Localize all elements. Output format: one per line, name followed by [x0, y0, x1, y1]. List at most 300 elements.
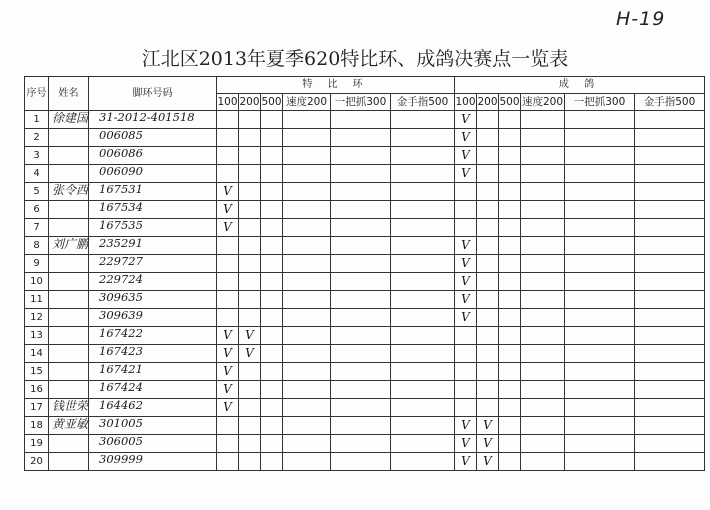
header-seq: 序号	[25, 77, 49, 111]
ring-number-text: 306005	[99, 434, 143, 448]
entry-mark-adult-text: V	[461, 274, 470, 288]
entry-mark-adult	[565, 399, 635, 417]
row-number: 13	[25, 327, 49, 345]
ring-number-text: 301005	[99, 416, 143, 430]
ring-number	[89, 255, 217, 273]
row-number: 2	[25, 129, 49, 147]
ring-number-text: 006086	[99, 146, 143, 160]
header-event: 一把抓300	[565, 94, 635, 111]
entry-mark-adult	[499, 417, 521, 435]
entry-mark-special	[217, 291, 239, 309]
ring-number	[89, 363, 217, 381]
entry-mark-adult	[477, 435, 499, 453]
entry-mark-adult-text: V	[461, 436, 470, 450]
entry-mark-special	[283, 381, 331, 399]
entry-mark-special	[391, 453, 455, 471]
entry-mark-adult	[565, 363, 635, 381]
entry-mark-special	[283, 309, 331, 327]
table-row	[25, 381, 705, 399]
ring-number	[89, 435, 217, 453]
entry-mark-special	[391, 327, 455, 345]
entry-mark-adult-text: V	[461, 418, 470, 432]
entry-mark-special	[261, 255, 283, 273]
entry-mark-special-text: V	[223, 382, 232, 396]
table-row	[25, 219, 705, 237]
entry-mark-special	[331, 165, 391, 183]
entry-mark-special	[261, 435, 283, 453]
entry-mark-adult	[455, 327, 477, 345]
row-number: 4	[25, 165, 49, 183]
owner-name-text: 张令西	[52, 183, 89, 197]
owner-name-text: 徐建国	[52, 111, 89, 125]
entry-mark-adult	[521, 273, 565, 291]
entry-mark-special	[391, 381, 455, 399]
entry-mark-adult	[455, 237, 477, 255]
ring-number-text: 309999	[99, 452, 143, 466]
entry-mark-adult	[455, 345, 477, 363]
owner-name	[49, 219, 89, 237]
entry-mark-adult	[635, 417, 705, 435]
entry-mark-special	[217, 129, 239, 147]
entry-mark-adult	[635, 291, 705, 309]
entry-mark-adult	[565, 201, 635, 219]
entry-mark-special-text: V	[223, 328, 232, 342]
entry-mark-special	[217, 255, 239, 273]
entry-mark-adult	[477, 309, 499, 327]
entry-mark-special	[331, 345, 391, 363]
entry-mark-adult	[455, 219, 477, 237]
owner-name	[49, 147, 89, 165]
ring-number	[89, 129, 217, 147]
entry-mark-adult-text: V	[483, 436, 492, 450]
entry-mark-adult	[477, 201, 499, 219]
entry-mark-special	[391, 435, 455, 453]
entry-mark-adult	[635, 273, 705, 291]
entry-mark-special	[331, 417, 391, 435]
ring-number	[89, 165, 217, 183]
ring-number	[89, 291, 217, 309]
entry-mark-adult	[455, 201, 477, 219]
row-number: 18	[25, 417, 49, 435]
table-row	[25, 327, 705, 345]
entry-mark-special	[331, 201, 391, 219]
ring-number	[89, 111, 217, 129]
ring-number-text: 006090	[99, 164, 143, 178]
entry-mark-adult	[499, 399, 521, 417]
table-row	[25, 129, 705, 147]
results-table	[24, 76, 705, 471]
header-event: 100	[217, 94, 239, 111]
entry-mark-special	[283, 363, 331, 381]
entry-mark-adult	[635, 435, 705, 453]
entry-mark-adult	[565, 147, 635, 165]
entry-mark-adult	[455, 309, 477, 327]
entry-mark-adult	[521, 291, 565, 309]
entry-mark-special	[331, 399, 391, 417]
entry-mark-adult	[499, 165, 521, 183]
entry-mark-special	[239, 255, 261, 273]
entry-mark-special	[239, 273, 261, 291]
entry-mark-special	[391, 399, 455, 417]
ring-number-text: 167534	[99, 200, 143, 214]
entry-mark-adult	[521, 183, 565, 201]
entry-mark-adult	[565, 183, 635, 201]
owner-name	[49, 255, 89, 273]
entry-mark-special	[261, 327, 283, 345]
entry-mark-special	[217, 327, 239, 345]
entry-mark-special	[283, 399, 331, 417]
entry-mark-special	[217, 435, 239, 453]
entry-mark-special	[331, 255, 391, 273]
entry-mark-adult	[521, 453, 565, 471]
ring-number-text: 235291	[99, 236, 143, 250]
row-number: 10	[25, 273, 49, 291]
entry-mark-special	[283, 345, 331, 363]
entry-mark-adult	[477, 129, 499, 147]
entry-mark-special	[391, 111, 455, 129]
entry-mark-adult	[499, 273, 521, 291]
entry-mark-adult-text: V	[483, 454, 492, 468]
entry-mark-adult	[477, 219, 499, 237]
entry-mark-adult	[499, 147, 521, 165]
entry-mark-special	[283, 291, 331, 309]
entry-mark-special	[261, 453, 283, 471]
entry-mark-special	[261, 201, 283, 219]
ring-number	[89, 273, 217, 291]
entry-mark-adult	[455, 291, 477, 309]
owner-name-text: 刘广鹏	[52, 237, 89, 251]
entry-mark-special	[283, 255, 331, 273]
ring-number-text: 167423	[99, 344, 143, 358]
entry-mark-special	[217, 453, 239, 471]
ring-number	[89, 237, 217, 255]
owner-name	[49, 453, 89, 471]
row-number: 1	[25, 111, 49, 129]
entry-mark-adult	[521, 435, 565, 453]
entry-mark-special	[261, 237, 283, 255]
entry-mark-special	[217, 273, 239, 291]
entry-mark-special-text: V	[245, 328, 254, 342]
owner-name	[49, 417, 89, 435]
entry-mark-special	[391, 417, 455, 435]
row-number: 19	[25, 435, 49, 453]
entry-mark-adult	[635, 363, 705, 381]
entry-mark-special	[283, 111, 331, 129]
header-event: 一把抓300	[331, 94, 391, 111]
row-number: 6	[25, 201, 49, 219]
entry-mark-special	[239, 111, 261, 129]
entry-mark-special	[391, 201, 455, 219]
header-name: 姓名	[49, 77, 89, 111]
entry-mark-special	[217, 147, 239, 165]
entry-mark-special	[283, 219, 331, 237]
header-event: 速度200	[283, 94, 331, 111]
entry-mark-special	[331, 309, 391, 327]
ring-number-text: 167421	[99, 362, 143, 376]
entry-mark-special	[239, 129, 261, 147]
entry-mark-special	[239, 363, 261, 381]
entry-mark-adult	[521, 147, 565, 165]
ring-number	[89, 345, 217, 363]
entry-mark-special-text: V	[223, 202, 232, 216]
entry-mark-adult	[521, 363, 565, 381]
ring-number	[89, 453, 217, 471]
entry-mark-special	[261, 381, 283, 399]
owner-name	[49, 381, 89, 399]
entry-mark-special	[331, 435, 391, 453]
row-number: 15	[25, 363, 49, 381]
entry-mark-special	[239, 165, 261, 183]
entry-mark-adult	[499, 201, 521, 219]
entry-mark-special	[239, 147, 261, 165]
entry-mark-adult	[455, 417, 477, 435]
entry-mark-special	[217, 363, 239, 381]
entry-mark-adult	[635, 219, 705, 237]
ring-number-text: 31-2012-401518	[99, 110, 195, 124]
entry-mark-adult	[455, 273, 477, 291]
entry-mark-adult-text: V	[461, 112, 470, 126]
entry-mark-adult	[635, 201, 705, 219]
entry-mark-special	[331, 237, 391, 255]
entry-mark-special	[261, 291, 283, 309]
entry-mark-adult	[565, 111, 635, 129]
entry-mark-adult	[565, 219, 635, 237]
entry-mark-adult	[455, 435, 477, 453]
entry-mark-adult	[499, 363, 521, 381]
row-number: 7	[25, 219, 49, 237]
entry-mark-special	[283, 417, 331, 435]
entry-mark-special	[391, 219, 455, 237]
entry-mark-adult	[635, 345, 705, 363]
entry-mark-adult	[565, 291, 635, 309]
entry-mark-special	[391, 147, 455, 165]
row-number: 11	[25, 291, 49, 309]
entry-mark-adult	[635, 111, 705, 129]
entry-mark-special	[331, 129, 391, 147]
entry-mark-special	[239, 453, 261, 471]
ring-number	[89, 201, 217, 219]
entry-mark-special	[261, 345, 283, 363]
entry-mark-adult	[521, 255, 565, 273]
ring-number	[89, 327, 217, 345]
entry-mark-adult	[455, 381, 477, 399]
entry-mark-special-text: V	[223, 184, 232, 198]
entry-mark-special	[261, 111, 283, 129]
table-row	[25, 165, 705, 183]
entry-mark-adult	[521, 201, 565, 219]
entry-mark-special	[217, 111, 239, 129]
ring-number	[89, 399, 217, 417]
entry-mark-adult	[565, 417, 635, 435]
entry-mark-adult	[499, 291, 521, 309]
entry-mark-adult	[635, 183, 705, 201]
entry-mark-special	[391, 363, 455, 381]
entry-mark-adult	[477, 147, 499, 165]
entry-mark-adult	[477, 291, 499, 309]
entry-mark-adult	[477, 327, 499, 345]
entry-mark-special	[217, 381, 239, 399]
entry-mark-adult	[455, 183, 477, 201]
entry-mark-special	[217, 165, 239, 183]
ring-number-text: 167535	[99, 218, 143, 232]
entry-mark-special-text: V	[223, 400, 232, 414]
entry-mark-special	[217, 399, 239, 417]
owner-name	[49, 111, 89, 129]
entry-mark-special	[283, 453, 331, 471]
ring-number-text: 167422	[99, 326, 143, 340]
row-number: 5	[25, 183, 49, 201]
entry-mark-adult-text: V	[461, 166, 470, 180]
owner-name	[49, 129, 89, 147]
entry-mark-special	[239, 345, 261, 363]
table-row	[25, 453, 705, 471]
entry-mark-adult	[455, 111, 477, 129]
entry-mark-special	[283, 129, 331, 147]
header-row-groups	[25, 77, 705, 94]
entry-mark-adult-text: V	[461, 292, 470, 306]
entry-mark-adult	[521, 345, 565, 363]
entry-mark-adult	[521, 309, 565, 327]
entry-mark-special	[261, 165, 283, 183]
entry-mark-special	[261, 309, 283, 327]
entry-mark-special	[283, 273, 331, 291]
entry-mark-special	[239, 183, 261, 201]
entry-mark-adult	[499, 183, 521, 201]
entry-mark-special	[261, 273, 283, 291]
entry-mark-special	[391, 345, 455, 363]
entry-mark-adult	[565, 273, 635, 291]
entry-mark-adult	[455, 129, 477, 147]
header-event: 速度200	[521, 94, 565, 111]
entry-mark-special	[217, 201, 239, 219]
entry-mark-special	[239, 309, 261, 327]
owner-name	[49, 237, 89, 255]
entry-mark-adult	[521, 381, 565, 399]
header-event: 100	[455, 94, 477, 111]
entry-mark-special	[239, 399, 261, 417]
entry-mark-special	[283, 237, 331, 255]
table-row	[25, 183, 705, 201]
entry-mark-special	[391, 309, 455, 327]
entry-mark-adult	[499, 129, 521, 147]
owner-name	[49, 399, 89, 417]
entry-mark-special	[239, 435, 261, 453]
owner-name	[49, 165, 89, 183]
entry-mark-adult	[521, 327, 565, 345]
entry-mark-adult	[499, 327, 521, 345]
entry-mark-special	[239, 291, 261, 309]
row-number: 17	[25, 399, 49, 417]
table-row	[25, 417, 705, 435]
entry-mark-adult	[455, 363, 477, 381]
row-number: 9	[25, 255, 49, 273]
entry-mark-adult	[499, 345, 521, 363]
row-number: 20	[25, 453, 49, 471]
entry-mark-adult-text: V	[461, 130, 470, 144]
entry-mark-special	[331, 453, 391, 471]
entry-mark-special	[283, 201, 331, 219]
row-number: 12	[25, 309, 49, 327]
entry-mark-adult	[499, 435, 521, 453]
table-row	[25, 435, 705, 453]
entry-mark-adult	[565, 435, 635, 453]
header-group-adult-pigeon: 成 鸽	[455, 77, 705, 94]
entry-mark-special-text: V	[245, 346, 254, 360]
entry-mark-special	[217, 345, 239, 363]
owner-name-text: 黄亚敏	[52, 417, 89, 431]
entry-mark-adult	[477, 453, 499, 471]
entry-mark-adult	[477, 183, 499, 201]
row-number: 8	[25, 237, 49, 255]
table-row	[25, 255, 705, 273]
ring-number	[89, 417, 217, 435]
entry-mark-special-text: V	[223, 346, 232, 360]
entry-mark-special	[391, 237, 455, 255]
page-code: H-19	[616, 8, 666, 30]
ring-number-text: 006085	[99, 128, 143, 142]
entry-mark-adult	[521, 417, 565, 435]
entry-mark-special	[391, 273, 455, 291]
entry-mark-special	[239, 201, 261, 219]
entry-mark-adult-text: V	[461, 310, 470, 324]
entry-mark-special	[391, 255, 455, 273]
entry-mark-adult	[635, 309, 705, 327]
entry-mark-adult	[477, 381, 499, 399]
entry-mark-adult	[635, 381, 705, 399]
row-number: 14	[25, 345, 49, 363]
entry-mark-special	[331, 363, 391, 381]
entry-mark-adult	[521, 129, 565, 147]
header-group-special-ring: 特 比 环	[217, 77, 455, 94]
entry-mark-special	[283, 327, 331, 345]
entry-mark-special	[217, 237, 239, 255]
entry-mark-adult	[499, 219, 521, 237]
entry-mark-adult	[477, 165, 499, 183]
header-event: 500	[261, 94, 283, 111]
document-title: 江北区2013年夏季620特比环、成鸽决赛点一览表	[141, 48, 569, 70]
entry-mark-adult	[635, 129, 705, 147]
ring-number	[89, 381, 217, 399]
ring-number-text: 309639	[99, 308, 143, 322]
entry-mark-adult	[521, 111, 565, 129]
entry-mark-special	[239, 417, 261, 435]
entry-mark-special	[261, 129, 283, 147]
entry-mark-adult-text: V	[461, 454, 470, 468]
ring-number-text: 167531	[99, 182, 143, 196]
entry-mark-adult	[635, 453, 705, 471]
ring-number	[89, 219, 217, 237]
table-row	[25, 345, 705, 363]
header-event: 金手指500	[635, 94, 705, 111]
entry-mark-adult	[499, 111, 521, 129]
entry-mark-special	[217, 309, 239, 327]
entry-mark-special	[283, 435, 331, 453]
table-row	[25, 291, 705, 309]
entry-mark-adult	[635, 327, 705, 345]
entry-mark-adult	[521, 219, 565, 237]
table-row	[25, 147, 705, 165]
entry-mark-special	[331, 219, 391, 237]
table-row	[25, 399, 705, 417]
entry-mark-special-text: V	[223, 220, 232, 234]
entry-mark-adult	[635, 165, 705, 183]
entry-mark-special	[261, 417, 283, 435]
ring-number	[89, 309, 217, 327]
entry-mark-special	[261, 363, 283, 381]
owner-name	[49, 435, 89, 453]
entry-mark-special	[283, 183, 331, 201]
entry-mark-special	[391, 165, 455, 183]
